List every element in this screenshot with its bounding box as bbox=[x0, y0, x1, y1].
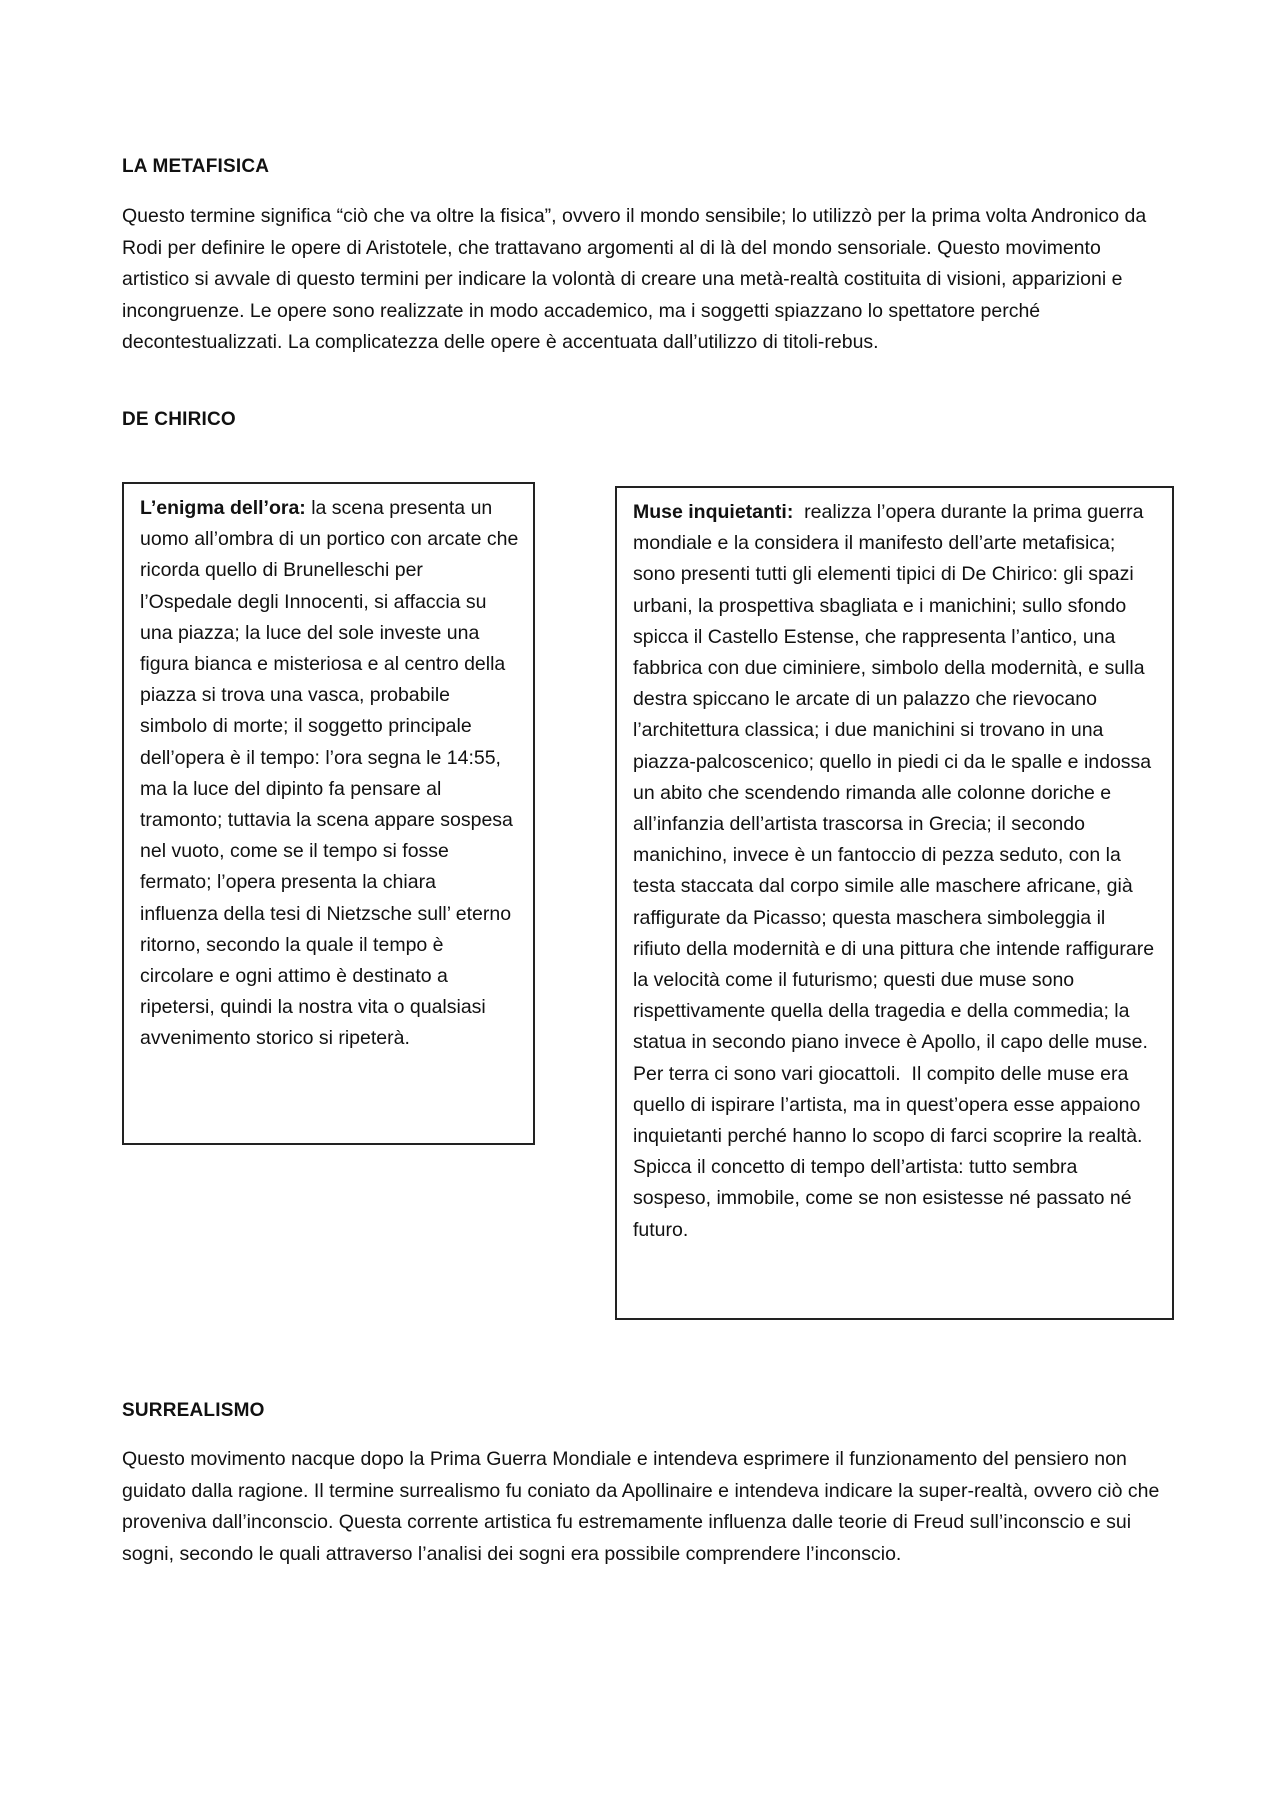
muse-inquietanti-description: realizza l’opera durante la prima guerra mondiale e la considera il manifesto dell’arte metafisica; sono presenti tutti gli elementi tipici di De Chirico: gli spazi urbani, la prospettiva sbagliata e i manichini; sullo sfondo spicca il Castello Estense, che rappresenta l’antico, una fabbrica con due ciminiere, simbolo della modernità, e sulla destra spiccano le arcate di un palazzo che rievocano l’architettura classica; i due manichini si trovano in una piazza-palcoscenico; quello in piedi ci da le spalle e indossa un abito che scendendo rimanda alle colonne doriche e all’infanzia dell’artista trascorsa in Grecia; il secondo manichino, invece è un fantoccio di pezza seduto, con la testa staccata dal corpo simile alle maschere africane, già raffigurate da Picasso; questa maschera simboleggia il rifiuto della modernità e di una pittura che intende raffigurare la velocità come il futurismo; questi due muse sono rispettivamente quella della tragedia e della commedia; la statua in secondo piano invece è Apollo, il capo delle muse. Per terra ci sono vari giocattoli. Il compito delle muse era quello di ispirare l’artista, ma in quest’opera esse appaiono inquietanti perché hanno lo scopo di farci scoprire la realtà. Spicca il concetto di tempo dell’artista: tutto sembra sospeso, immobile, come se non esistesse né passato né futuro. bbox=[633, 501, 1160, 1241]
metafisica-paragraph: Questo termine significa “ciò che va oltre la fisica”, ovvero il mondo sensibile; lo utilizzò per la prima volta Andronico da Rodi per definire le opere di Aristotele, che trattavano argomenti al di là del mondo sensoriale. Questo movimento artistico si avvale di questo termini per indicare la volontà di creare una metà-realtà costituita di visioni, apparizioni e incongruenze. Le opere sono realizzate in modo accademico, ma i soggetti spiazzano lo spettatore perché decontestualizzati. La complicatezza delle opere è accentuata dall’utilizzo di titoli-rebus. bbox=[122, 205, 1147, 353]
muse-inquietanti-label: Muse inquietanti: bbox=[633, 501, 794, 523]
section-title-surrealismo: SURREALISMO bbox=[122, 1400, 265, 1421]
enigma-dell-ora-box bbox=[122, 482, 535, 1145]
muse-inquietanti-text bbox=[633, 497, 1158, 1246]
enigma-dell-ora-description: la scena presenta un uomo all’ombra di un portico con arcate che ricorda quello di Brunelleschi per l’Ospedale degli Innocenti, si affaccia su una piazza; la luce del sole investe una figura bianca e misteriosa e al centro della piazza si trova una vasca, probabile simbolo di morte; il soggetto principale dell’opera è il tempo: l’ora segna le 14:55, ma la luce del dipinto fa pensare al tramonto; tuttavia la scena appare sospesa nel vuoto, come se il tempo si fosse fermato; l’opera presenta la chiara influenza della tesi di Nietzsche sull’ eterno ritorno, secondo la quale il tempo è circolare e ogni attimo è destinato a ripetersi, quindi la nostra vita o qualsiasi avvenimento storico si ripeterà. bbox=[140, 497, 519, 1050]
section-title-metafisica: LA METAFISICA bbox=[122, 156, 270, 177]
enigma-dell-ora-label: L’enigma dell’ora: bbox=[140, 497, 306, 519]
surrealismo-paragraph: Questo movimento nacque dopo la Prima Guerra Mondiale e intendeva esprimere il funzionamento del pensiero non guidato dalla ragione. Il termine surrealismo fu coniato da Apollinaire e intendeva indicare la super-realtà, ovvero ciò che proveniva dall’inconscio. Questa corrente artistica fu estremamente influenza dalle teorie di Freud sull’inconscio e sui sogni, secondo le quali attraverso l’analisi dei sogni era possibile comprendere l’inconscio. bbox=[122, 1448, 1160, 1565]
section-title-de-chirico: DE CHIRICO bbox=[122, 409, 236, 430]
enigma-dell-ora-text bbox=[140, 493, 519, 1055]
muse-inquietanti-box bbox=[615, 486, 1174, 1320]
